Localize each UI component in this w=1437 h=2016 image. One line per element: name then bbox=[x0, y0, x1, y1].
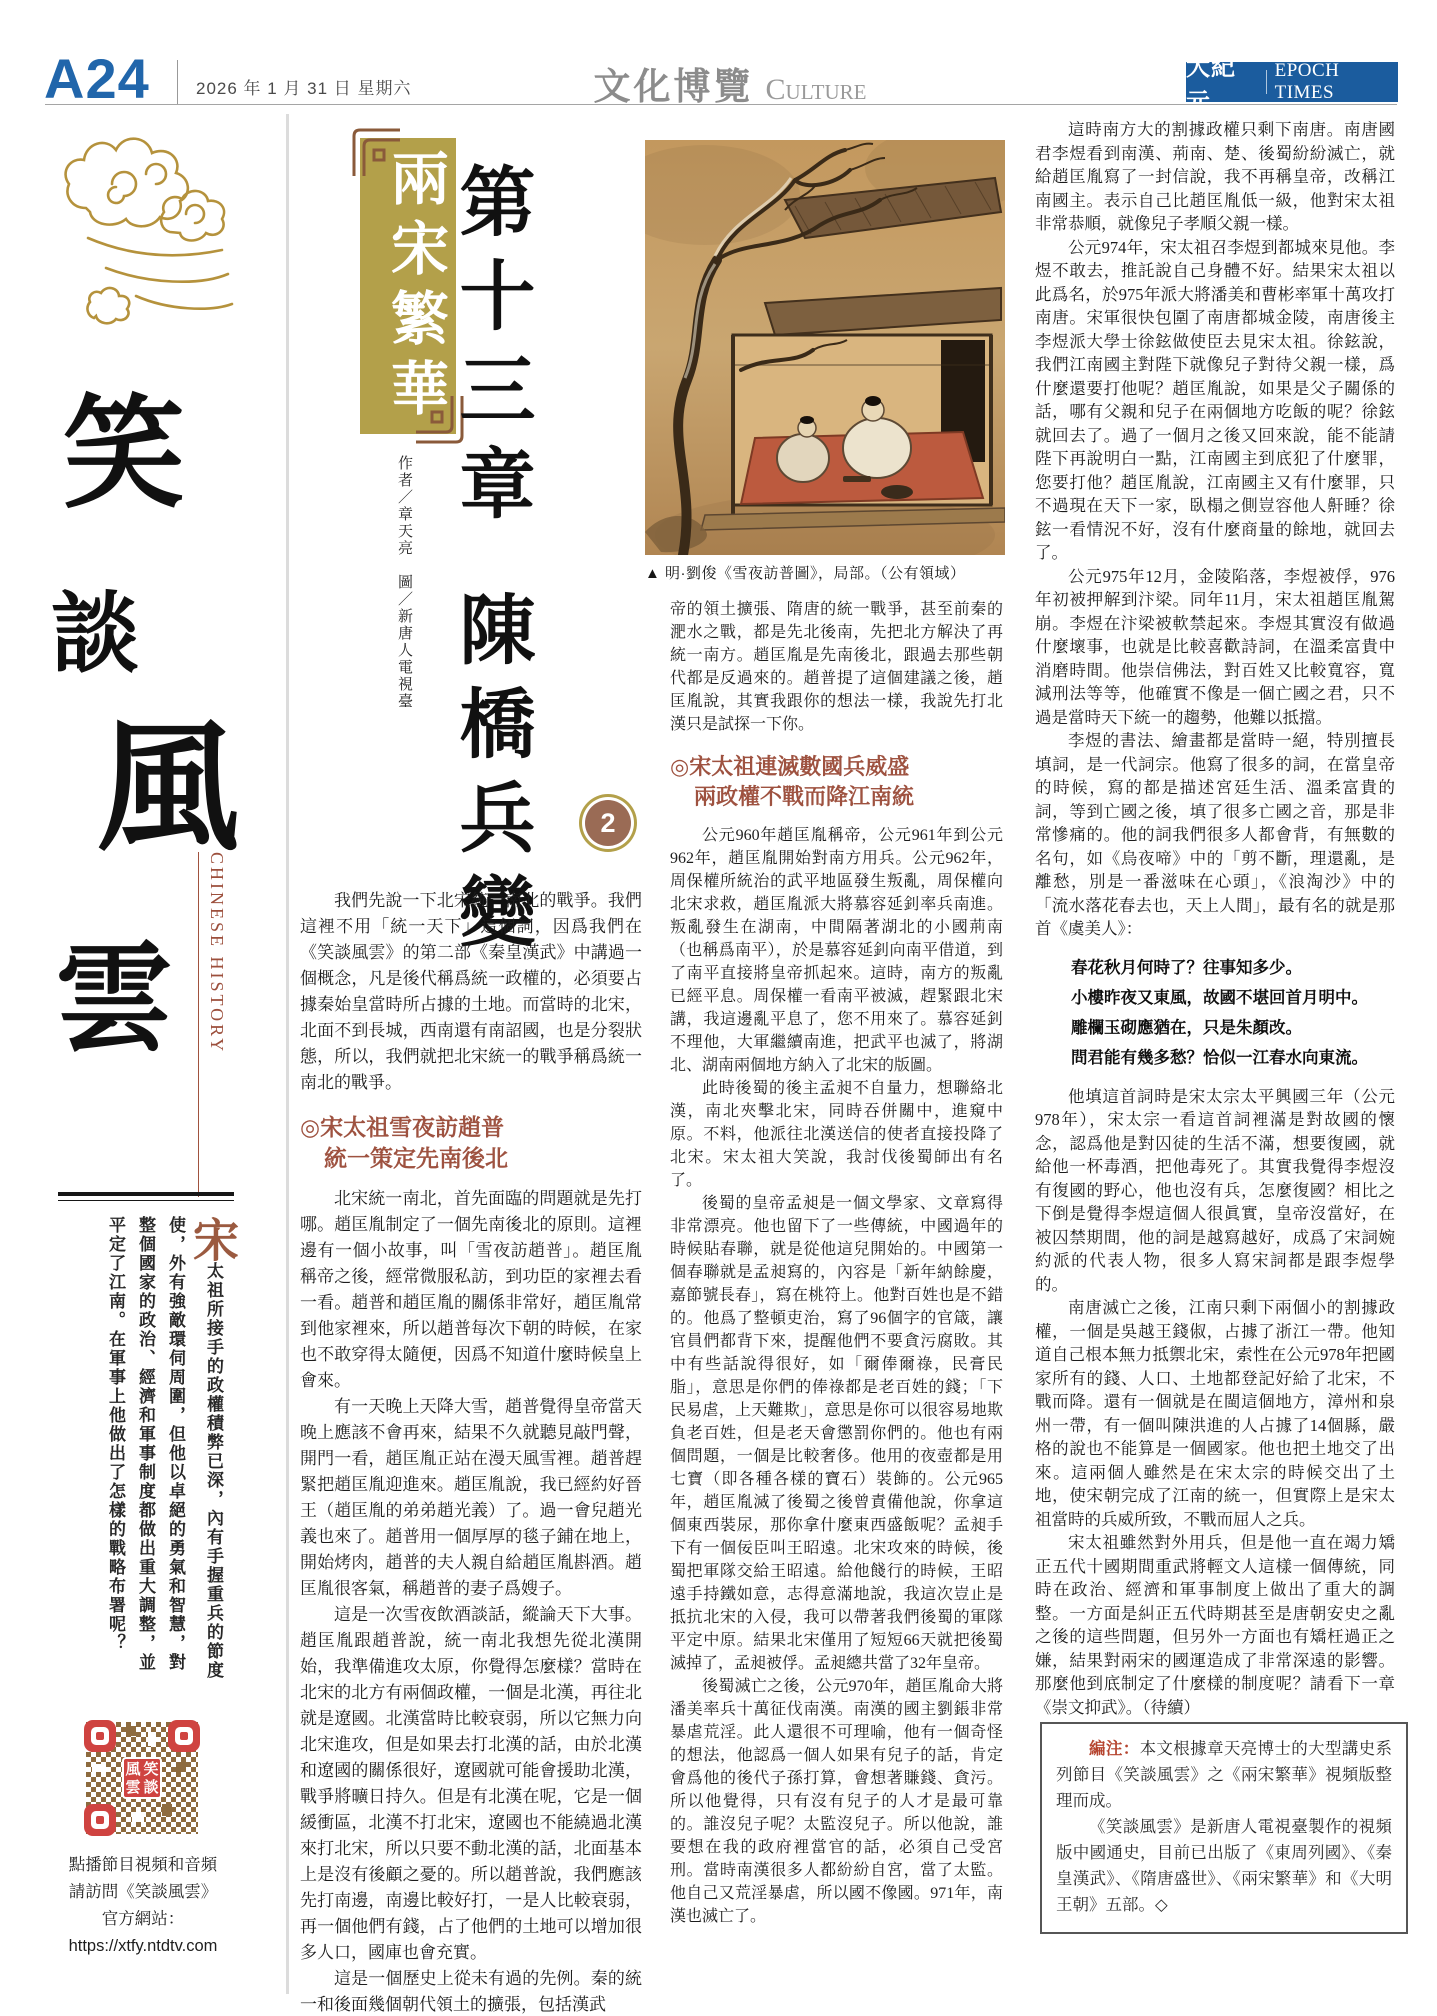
chapter-number: 第十三章 bbox=[448, 162, 533, 538]
article-column-2 bbox=[670, 598, 1003, 1998]
chapter-name: 陳橋兵變 bbox=[448, 590, 533, 966]
sidebar-divider bbox=[286, 114, 289, 1994]
cloud-ornament-icon bbox=[52, 112, 237, 352]
qr-caption-line: 請訪問《笑談風雲》 bbox=[68, 1883, 218, 1901]
editor-note-paragraph: 《笑談風雲》是新唐人電視臺製作的視頻版中國通史，目前已出版了《東周列國》、《秦皇漢武》、《隋唐盛世》、《兩宋繁華》和《大明王朝》五部。◇ bbox=[1056, 1818, 1392, 1914]
article-column-3 bbox=[1035, 118, 1395, 1717]
header-rule bbox=[45, 104, 1397, 105]
calligraphy-char: 笑 bbox=[63, 381, 185, 525]
byline: 作者／章天亮 圖／新唐人電視臺 bbox=[396, 455, 413, 710]
series-title-box bbox=[360, 138, 456, 434]
section-title bbox=[560, 56, 900, 110]
paragraph: 後蜀的皇帝孟昶是一個文學家、文章寫得非常漂亮。他也留下了一些傳統，中國過年的時候貼春聯，就是從他這兒開始的。中國第一個春聯就是孟昶寫的，內容是「新年納餘慶，嘉節號長春」，寫在桃符上。他對百姓也是不錯的。他爲了整頓吏治，寫了96個字的官箴，讓官員們都背下來，提醒他們不要貪污腐敗。其中有些話說得很好，如「爾俸爾祿，民膏民脂」，意思是你們的俸祿都是老百姓的錢；「下民易虐，上天難欺」，意思是你可以很容易地欺負老百姓，但是老天會懲罰你們的。他也有兩個問題，一個是比較奢侈。他用的夜壺都是用七寶（即各種各樣的寶石）裝飾的。公元965年，趙匡胤滅了後蜀之後曾責備他說，你拿這個東西裝尿，那你拿什麼東西盛飯呢？孟昶手下有一個佞臣叫王昭遠。北宋攻來的時候，後蜀把軍隊交給王昭遠。給他餞行的時候，王昭遠手持鐵如意，志得意滿地說，我這次豈止是抵抗北宋的入侵，我可以帶著我們後蜀的軍隊平定中原。結果北宋僅用了短短66天就把後蜀滅掉了，孟昶被俘。孟昶總共當了32年皇帝。 bbox=[670, 1195, 1003, 1672]
section-title-cn: 文化博覽 bbox=[593, 66, 754, 107]
section-title-en: Culture bbox=[765, 73, 867, 106]
intro-dropcap: 宋 bbox=[186, 1216, 240, 1262]
svg-text:笑: 笑 bbox=[143, 1761, 159, 1778]
editor-note-label: 編注： bbox=[1089, 1740, 1140, 1758]
paragraph: 宋太祖雖然對外用兵，但是他一直在竭力矯正五代十國期間重武將輕文人這樣一個傳統，同時在政治、經濟和軍事制度上做出了重大的調整。一方面是糾正五代時期甚至是唐朝安史之亂之後的這些問題，但另外一方面也有矯枉過正之嫌，結果對兩宋的國運造成了非常深遠的影響。那麼他到底制定了什麼樣的制度呢？請看下一章《崇文抑武》。（待續） bbox=[1035, 1533, 1395, 1717]
masthead-separator bbox=[1266, 70, 1267, 94]
qr-caption bbox=[36, 1852, 250, 1960]
calligraphy-char: 風 bbox=[97, 705, 239, 871]
poem-line: 小樓昨夜又東風，故國不堪回首月明中。 bbox=[1071, 987, 1368, 1007]
svg-text:談: 談 bbox=[143, 1779, 159, 1796]
editor-note-text: 本文根據章天亮博士的大型講史系列節目《笑談風雲》之《兩宋繁華》視頻版整理而成。 bbox=[1056, 1740, 1393, 1810]
paragraph: 這是一次雪夜飲酒談話，縱論天下大事。趙匡胤跟趙普說，統一南北我想先從北漢開始，我準備進攻太原，你覺得怎麼樣？當時在北宋的北方有兩個政權，一個是北漢，再往北就是遼國。北漢當時比較衰弱，所以它無力向北宋進攻，但是如果去打北漢的話，由於北漢和遼國的關係很好，遼國就可能會援助北漢，戰爭將曠日持久。但是有北漢在呢，它是一個緩衝區，北漢不打北宋，遼國也不能繞過北漢來打北宋，所以只要不動北漢的話，北面基本上是沒有後顧之憂的。所以趙普說，我們應該先打南邊，南邊比較好打，一是人比較衰弱，再一個他們有錢，占了他們的土地可以增加很多人口，國庫也會充實。 bbox=[300, 1605, 642, 1962]
paragraph: 公元974年，宋太祖召李煜到都城來見他。李煜不敢去，推託說自己身體不好。結果宋太祖以此爲名，於975年派大將潘美和曹彬率軍十萬攻打南唐。宋軍很快包圍了南唐都城金陵，南唐後主李煜派大學士徐鉉做使臣去見宋太祖。徐鉉說，我們江南國主對陛下就像兒子對待父親一樣，爲什麼還要打他呢？趙匡胤說，如果是父子關係的話，哪有父親和兒子在兩個地方吃飯的呢？徐鉉就回去了。過了一個月之後又回來說，能不能請陛下再說明白一點，江南國主到底犯了什麼罪，您要打他？趙匡胤說，江南國主又有什麼罪，只不過現在天下一家，臥榻之側豈容他人鼾睡？徐鉉一看情況不好，沒有什麼商量的餘地，就回去了。 bbox=[1035, 237, 1395, 562]
intro-text: 太祖所接手的政權積弊已深，內有手握重兵的節度使，外有強敵環伺周圍，但他以卓絕的勇氣和智慧，對整個國家的政治、經濟和軍事制度都做出重大調整，並平定了江南。在軍事上他做出了怎樣的戰略布署呢？ bbox=[106, 1216, 223, 1680]
paragraph: 公元975年12月，金陵陷落，李煜被俘，976年初被押解到汴梁。同年11月，宋太祖趙匡胤駕崩。李煜在汴梁被軟禁起來。李煜其實沒有做過什麼壞事，也就是比較喜歡詩詞，在溫柔富貴中消磨時間。他崇信佛法，對百姓又比較寬容，寬減刑法等等，他確實不像是一個亡國之君，只不過是當時天下統一的趨勢，他難以抵擋。 bbox=[1035, 566, 1395, 727]
paragraph: 有一天晚上天降大雪，趙普覺得皇帝當天晚上應該不會再來，結果不久就聽見敲門聲，開門一看，趙匡胤正站在漫天風雪裡。趙普趕緊把趙匡胤迎進來。趙匡胤說，我已經約好晉王（趙匡胤的弟弟趙光義）了。過一會兒趙光義也來了。趙普用一個厚厚的毯子鋪在地上，開始烤肉，趙普的夫人親自給趙匡胤斟酒。趙匡胤很客氣，稱趙普的妻子爲嫂子。 bbox=[300, 1397, 642, 1598]
part-number: 2 bbox=[600, 807, 616, 838]
subheading-line: ◎宋太祖雪夜訪趙普 bbox=[300, 1114, 505, 1140]
qr-caption-url: https://xtfy.ntdtv.com bbox=[68, 1937, 218, 1955]
qr-caption-line: 點播節目視頻和音頻 bbox=[68, 1856, 218, 1874]
article-illustration bbox=[645, 140, 1005, 555]
series-title: 兩宋繁華 bbox=[382, 148, 447, 428]
paragraph: 我們先說一下北宋統一南北的戰爭。我們這裡不用「統一天下」這個詞，因爲我們在《笑談風雲》的第二部《秦皇漢武》中講過一個概念，凡是後代稱爲統一政權的，必須要占據秦始皇當時所占據的土地。而當時的北宋，北面不到長城，西南還有南詔國，也是分裂狀態，所以，我們就把北宋統一的戰爭稱爲統一南北的戰爭。 bbox=[300, 891, 642, 1092]
subheading-line: 統一策定先南後北 bbox=[324, 1145, 508, 1171]
poem-block bbox=[1071, 953, 1395, 1073]
paragraph: 這是一個歷史上從未有過的先例。秦的統一和後面幾個朝代領土的擴張，包括漢武 bbox=[300, 1969, 642, 2014]
paragraph: 此時後蜀的後主孟昶不自量力，想聯絡北漢，南北夾擊北宋，同時吞併關中，進窺中原。不料，他派往北漢送信的使者直接投降了北宋。宋太祖大笑說，我討伐後蜀師出有名了。 bbox=[670, 1080, 1003, 1189]
masthead bbox=[1186, 55, 1398, 116]
figure-caption: ▲ 明·劉俊《雪夜訪普圖》，局部。（公有領域） bbox=[645, 565, 966, 582]
article-column-1 bbox=[300, 888, 642, 2014]
qr-center-seal bbox=[123, 1758, 161, 1798]
editor-note-paragraph bbox=[1056, 1736, 1392, 1814]
paragraph: 帝的領土擴張、隋唐的統一戰爭，甚至前秦的淝水之戰，都是先北後南，先把北方解決了再統一南方。趙匡胤是先南後北，跟過去那些朝代都是反過來的。趙普提了這個建議之後，趙匡胤說，其實我跟你的想法一樣，我說先打北漢只是試探一下你。 bbox=[670, 601, 1003, 733]
subheading bbox=[670, 752, 1003, 812]
poem-line: 問君能有幾多愁？恰似一江春水向東流。 bbox=[1071, 1047, 1368, 1067]
editor-note-box bbox=[1040, 1722, 1408, 1934]
intro-blurb bbox=[56, 1216, 240, 1688]
poem-line: 雕欄玉砌應猶在，只是朱顏改。 bbox=[1071, 1017, 1302, 1037]
paragraph: 後蜀滅亡之後，公元970年，趙匡胤命大將潘美率兵十萬征伐南漢。南漢的國主劉鋹非常暴虐荒淫。此人還很不可理喻，他有一個奇怪的想法，他認爲一個人如果有兒子的話，肯定會爲他的後代子孫打算，會想著賺錢、貪污。所以他覺得，只有沒有兒子的人才是最可靠的。誰沒兒子呢？太監沒兒子。所以他說，誰要想在我的政府裡當官的話，必須自己受宮刑。當時南漢很多人都紛紛自宮，當了太監。他自己又荒淫暴虐，所以國不像國。971年，南漢也滅亡了。 bbox=[670, 1678, 1003, 1925]
paragraph: 北宋統一南北，首先面臨的問題就是先打哪。趙匡胤制定了一個先南後北的原則。這裡邊有一個小故事，叫「雪夜訪趙普」。趙匡胤稱帝之後，經常微服私訪，到功臣的家裡去看一看。趙普和趙匡胤的關係非常好，趙匡胤常到他家裡來，所以趙普每次下朝的時候，在家也不敢穿得太隨便，因爲不知道什麼時候皇上會來。 bbox=[300, 1189, 642, 1390]
subheading-line: 兩政權不戰而降江南統 bbox=[694, 784, 915, 809]
double-rule bbox=[58, 1192, 234, 1201]
series-subtitle: CHINESE HISTORY bbox=[198, 852, 227, 1197]
page-number: A24 bbox=[44, 47, 150, 110]
poem-line: 春花秋月何時了？往事知多少。 bbox=[1071, 957, 1302, 977]
subheading bbox=[300, 1112, 642, 1174]
calligraphy-char: 談 bbox=[51, 581, 140, 685]
paragraph: 這時南方大的割據政權只剩下南唐。南唐國君李煜看到南漢、荊南、楚、後蜀紛紛滅亡，就給趙匡胤寫了一封信說，我不再稱皇帝，改稱江南國主。表示自己比趙匡胤低一級，他對宋太祖非常恭順，就像兒子孝順父親一樣。 bbox=[1035, 120, 1395, 233]
paragraph: 李煜的書法、繪畫都是當時一絕，特別擅長填詞，是一代詞宗。他寫了很多的詞，在當皇帝的時候，寫的都是描述宮廷生活、溫柔富貴的詞，等到亡國之後，填了很多亡國之音，那是非常慘痛的。他的詞我們很多人都會背，有無數的名句，如《烏夜啼》中的「剪不斷，理還亂，是離愁，別是一番滋味在心頭」，《浪淘沙》中的「流水落花春去也，天上人間」，最有名的就是那首《虞美人》： bbox=[1035, 731, 1395, 938]
part-number-badge bbox=[585, 800, 631, 846]
paragraph: 南唐滅亡之後，江南只剩下兩個小的割據政權，一個是吳越王錢俶，占據了浙江一帶。他知道自己根本無力抵禦北宋，索性在公元978年把國家所有的錢、人口、土地都登記好給了北宋，不戰而降。還有一個就是在閩這個地方，漳州和泉州一帶，有一個叫陳洪進的人占據了14個縣，嚴格的說也不能算是一個國家。他也把土地交了出來。這兩個人雖然是在宋太宗的時候交出了土地，使宋朝完成了江南的統一，但實際上是宋太祖當時的兵威所致，不戰而屈人之兵。 bbox=[1035, 1298, 1395, 1529]
masthead-en: EPOCH TIMES bbox=[1274, 60, 1340, 103]
paragraph: 他填這首詞時是宋太宗太平興國三年（公元978年），宋太宗一看這首詞裡滿是對故國的懷念，認爲他是對囚徒的生活不滿，想要復國，就給他一杯毒酒，把他毒死了。其實我覺得李煜沒有復國的野心，他也沒有兵，怎麼復國？相比之下倒是覺得李煜這個人很眞實，皇帝沒當好，在被囚禁期間，他的詞是越寫越好，成爲了宋詞婉約派的代表人物，很多人寫宋詞都是跟李煜學的。 bbox=[1035, 1086, 1395, 1294]
paragraph: 公元960年趙匡胤稱帝，公元961年到公元962年，趙匡胤開始對南方用兵。公元962年，周保權所統治的武平地區發生叛亂，周保權向北宋求救，趙匡胤派大將慕容延釗率兵南進。叛亂發生在湖南，中間隔著湖北的小國荊南（也稱爲南平），於是慕容延釗向南平借道，到了南平直接將皇帝抓起來。這時，南方的叛亂已經平息。周保權一看南平被滅，趕緊跟北宋講，我這邊亂平息了，您不用來了。慕容延釗不理他，大軍繼續南進，把武平也滅了，將湖北、湖南兩個地方納入了北宋的版圖。 bbox=[670, 827, 1003, 1074]
svg-text:雲: 雲 bbox=[125, 1779, 141, 1796]
calligraphy-char: 雲 bbox=[55, 929, 174, 1068]
qr-code bbox=[76, 1712, 208, 1844]
subheading-line: ◎宋太祖連滅數國兵威盛 bbox=[670, 754, 910, 779]
issue-date: 2026 年 1 月 31 日 星期六 bbox=[196, 79, 412, 98]
masthead-cn: 大紀元 bbox=[1186, 55, 1236, 116]
header-divider bbox=[177, 60, 178, 104]
qr-caption-line: 官方網站： bbox=[101, 1910, 185, 1928]
svg-text:風: 風 bbox=[125, 1761, 141, 1778]
